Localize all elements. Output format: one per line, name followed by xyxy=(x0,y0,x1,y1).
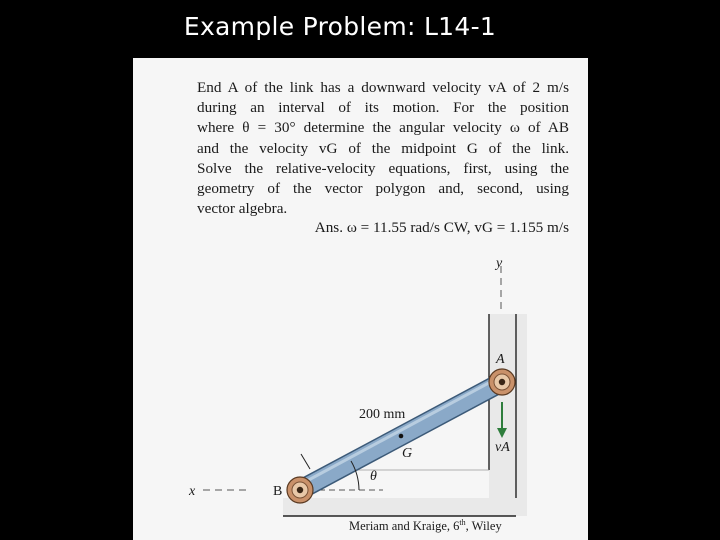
midpoint-g-dot xyxy=(399,434,404,439)
x-axis-label: x xyxy=(189,484,196,499)
velocity-label: vA xyxy=(495,440,510,455)
point-g-label: G xyxy=(402,446,413,461)
source-credit xyxy=(349,518,502,534)
problem-line-7: vector algebra. xyxy=(197,200,288,218)
slide-title: Example Problem: L14-1 xyxy=(183,12,497,41)
answer-text: Ans. ω = 11.55 rad/s CW, vG = 1.155 m/s xyxy=(314,219,569,236)
point-b-label: B xyxy=(273,484,283,499)
problem-line-6: geometry of the vector polygon and, second, using xyxy=(197,180,569,198)
link-diagram xyxy=(133,58,588,540)
problem-line-5: Solve the relative-velocity equations, first, using the xyxy=(197,159,569,177)
pin-a xyxy=(489,369,515,395)
point-a-label: A xyxy=(496,352,505,367)
y-axis-label: y xyxy=(496,256,503,271)
dimension-tick xyxy=(301,454,310,469)
horizontal-guide xyxy=(283,498,527,516)
credit-superscript: th xyxy=(459,518,466,527)
credit-publisher: , Wiley xyxy=(465,519,502,534)
angle-label: θ xyxy=(370,469,377,484)
vertical-guide xyxy=(489,314,527,516)
problem-line-2: during an interval of its motion. For the position xyxy=(197,99,569,117)
problem-line-1: End A of the link has a downward velocity vA of 2 m/s xyxy=(197,79,569,96)
pin-b xyxy=(287,477,313,503)
problem-line-4: and the velocity vG of the midpoint G of the link. xyxy=(197,139,569,157)
length-label: 200 mm xyxy=(359,407,406,422)
problem-panel xyxy=(133,58,588,540)
problem-line-3: where θ = 30° determine the angular velocity ω of AB xyxy=(197,119,569,137)
credit-text: Meriam and Kraige, 6 xyxy=(349,519,460,534)
